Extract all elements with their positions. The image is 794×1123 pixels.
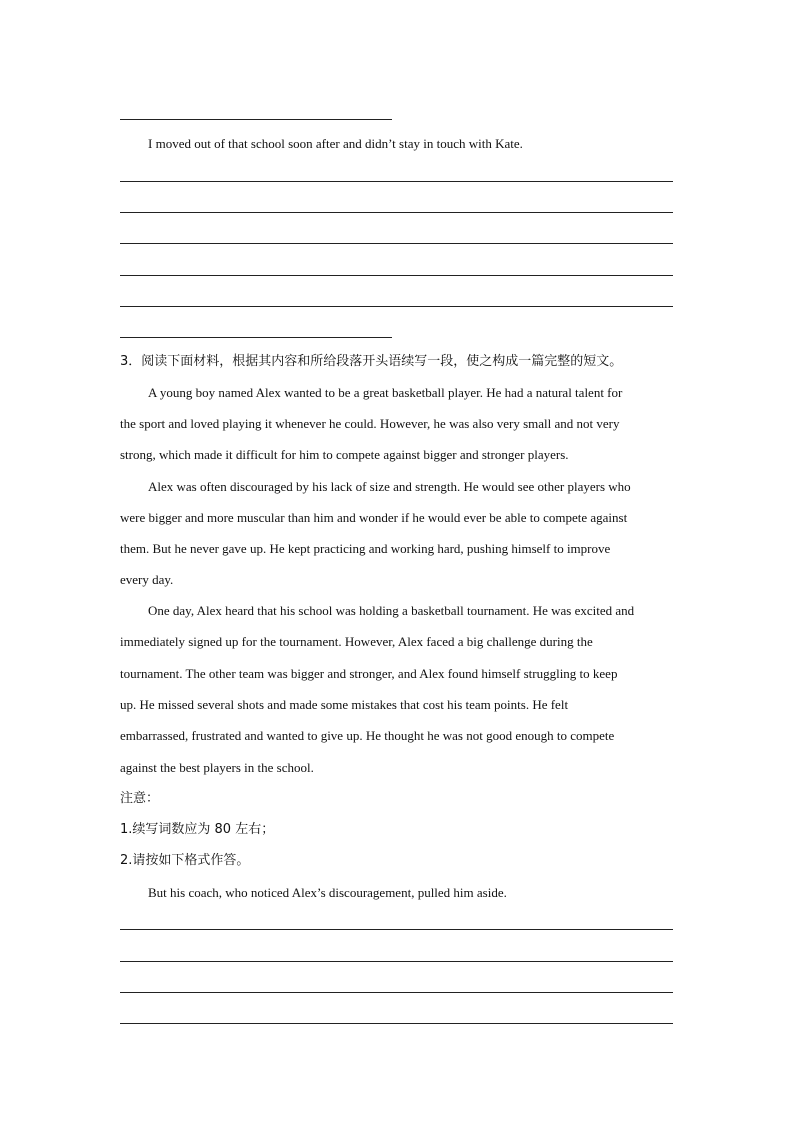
answer-line [120,181,673,182]
answer-line [120,306,673,307]
passage-line: every day. [120,572,174,587]
continuation-prompt: But his coach, who noticed Alex’s discouragement, pulled him aside. [148,885,507,900]
answer-line [120,212,673,213]
answer-line [120,961,673,962]
passage-line: against the best players in the school. [120,760,314,775]
passage-line: them. But he never gave up. He kept practicing and working hard, pushing himself to improve [120,541,611,556]
note-item: 2.请按如下格式作答。 [120,853,250,868]
answer-line [120,337,392,338]
answer-line [120,119,392,120]
passage-line: tournament. The other team was bigger and stronger, and Alex found himself struggling to keep [120,666,618,681]
passage-line: up. He missed several shots and made some mistakes that cost his team points. He felt [120,697,569,712]
passage-line: Alex was often discouraged by his lack of size and strength. He would see other players who [148,479,631,494]
question-heading: 3．阅读下面材料，根据其内容和所给段落开头语续写一段，使之构成一篇完整的短文。 [120,354,623,369]
passage-line: strong, which made it difficult for him to compete against bigger and stronger players. [120,447,569,462]
passage-line: A young boy named Alex wanted to be a great basketball player. He had a natural talent for [148,385,623,400]
note-item: 1.续写词数应为 80 左右； [120,822,275,837]
passage-line: immediately signed up for the tournament. However, Alex faced a big challenge during the [120,634,593,649]
answer-line [120,275,673,276]
answer-line [120,992,673,993]
answer-line [120,929,673,930]
note-label: 注意： [120,791,160,806]
passage-line: were bigger and more muscular than him and wonder if he would ever be able to compete against [120,510,628,525]
continuation-prompt: I moved out of that school soon after and didn’t stay in touch with Kate. [148,136,523,151]
passage-line: One day, Alex heard that his school was holding a basketball tournament. He was excited and [148,603,635,618]
passage-line: the sport and loved playing it whenever he could. However, he was also very small and not very [120,416,620,431]
passage-line: embarrassed, frustrated and wanted to give up. He thought he was not good enough to compete [120,728,615,743]
answer-line [120,243,673,244]
answer-line [120,1023,673,1024]
